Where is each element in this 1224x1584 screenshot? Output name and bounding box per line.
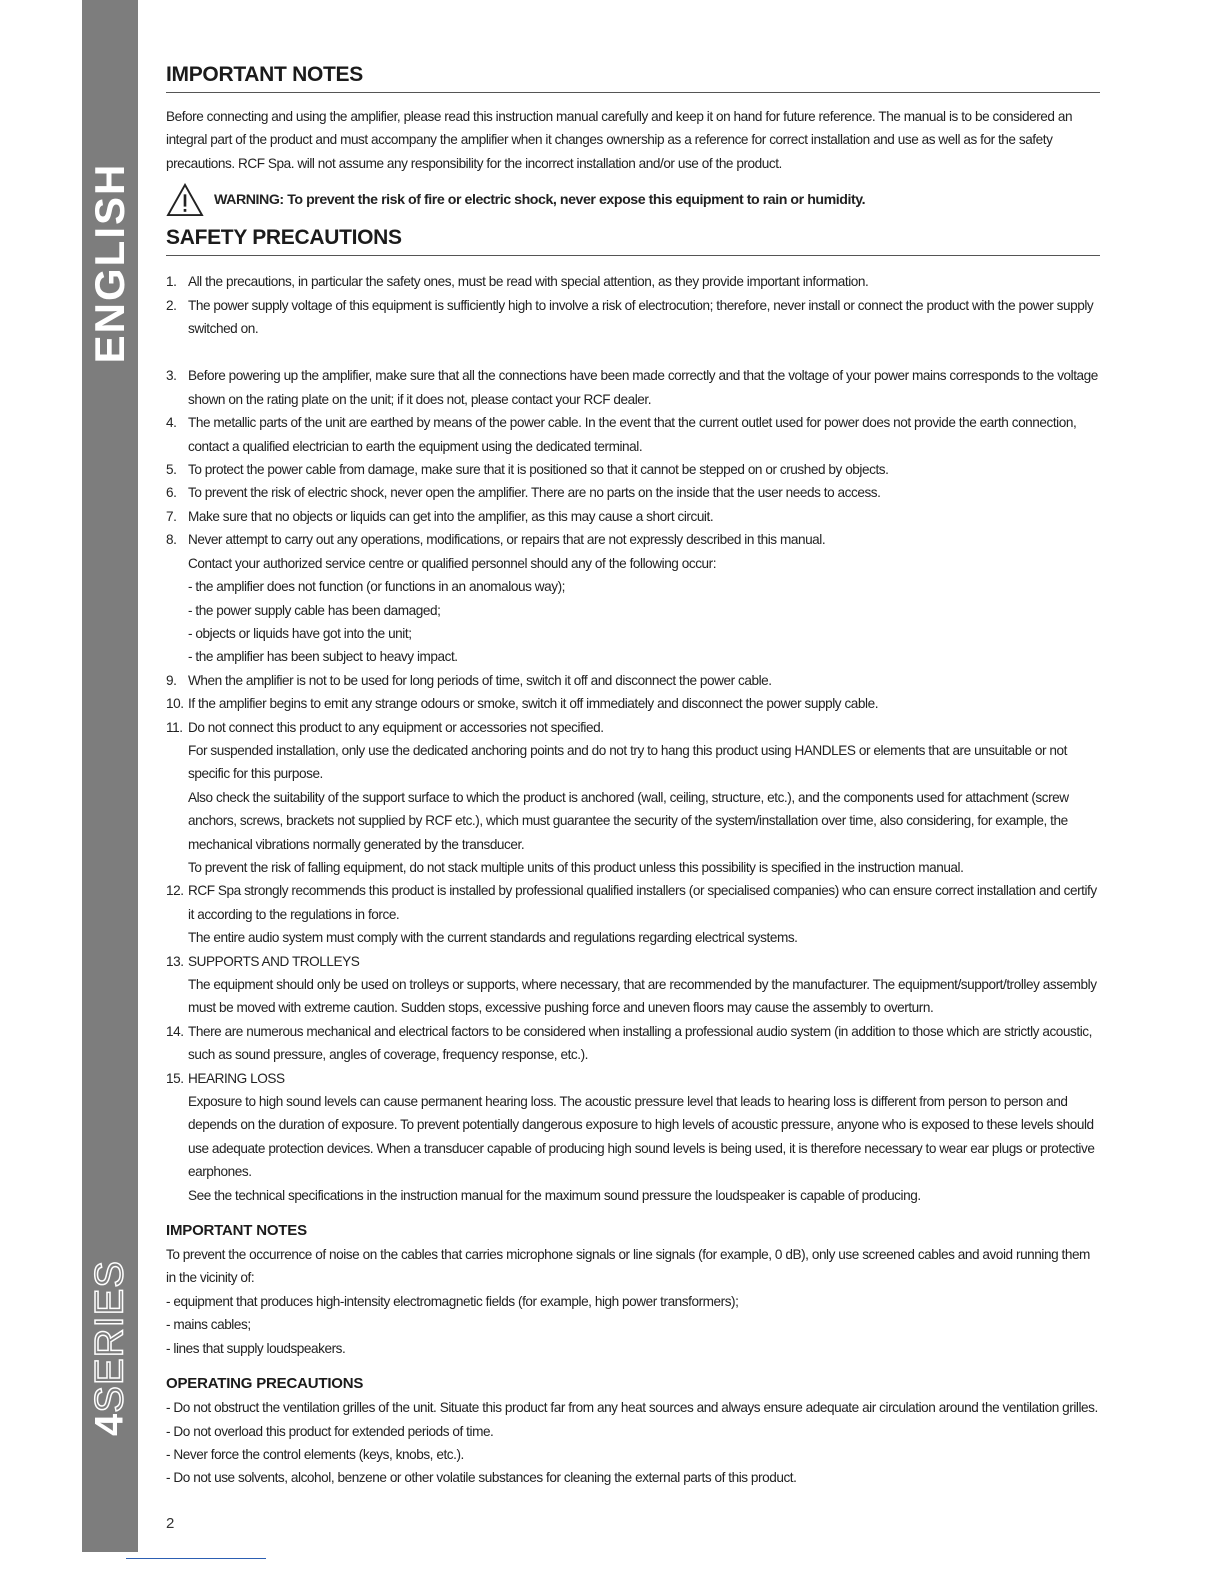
safety-item-text: For suspended installation, only use the dedicated anchoring points and do not try to hang this product using HANDLES or elements that are unsuitable or not specific for this purpose. xyxy=(188,742,1067,782)
warning-triangle-icon xyxy=(166,183,204,217)
safety-item-text: - the amplifier has been subject to heavy impact. xyxy=(188,649,458,665)
page-content xyxy=(166,60,1100,1490)
safety-item-text: - the power supply cable has been damaged; xyxy=(188,602,441,618)
safety-list xyxy=(166,270,1100,1207)
operating-precautions xyxy=(166,1372,1100,1490)
operating-line: - Do not use solvents, alcohol, benzene or other volatile substances for cleaning the external parts of this product. xyxy=(166,1470,797,1486)
warning-text: To prevent the risk of fire or electric shock, never expose this equipment to rain or humidity. xyxy=(283,191,866,208)
safety-item-text: The power supply voltage of this equipment is sufficiently high to involve a risk of electrocution; therefore, never install or connect the product with the power supply switched on. xyxy=(188,297,1094,337)
safety-item-text: Exposure to high sound levels can cause permanent hearing loss. The acoustic pressure level that leads to hearing loss is different from person to person and depends on the duration of exposure. To prevent potentially dangerous exposure to high levels of acoustic pressure, anyone who is exposed to these levels should use adequate protection devices. When a transducer capable of producing high sound levels is being used, it is therefore necessary to wear ear plugs or protective earphones. xyxy=(188,1094,1095,1180)
safety-item-text: The entire audio system must comply with the current standards and regulations regarding electrical systems. xyxy=(188,930,798,946)
operating-line: - Do not overload this product for extended periods of time. xyxy=(166,1423,494,1439)
safety-item-text: Make sure that no objects or liquids can get into the amplifier, as this may cause a short circuit. xyxy=(188,508,714,524)
sidebar-series-logo xyxy=(82,1222,138,1474)
safety-item-text: To prevent the risk of falling equipment, do not stack multiple units of this product unless this possibility is specified in the instruction manual. xyxy=(188,859,964,875)
safety-item xyxy=(166,505,1100,528)
safety-item-text: Also check the suitability of the support surface to which the product is anchored (wall, ceiling, structure, etc.), and the components used for attachment (screw anchors, screws, brackets not supplied by RCF etc.), which must guarantee the security of the system/installation over time, also considering, for example, the mechanical vibrations normally generated by the transducer. xyxy=(188,789,1069,852)
safety-item-number: 7. xyxy=(166,508,177,524)
operating-precautions-heading: OPERATING PRECAUTIONS xyxy=(166,1375,364,1393)
safety-item-number: 2. xyxy=(166,297,177,313)
safety-item-text: When the amplifier is not to be used for long periods of time, switch it off and disconnect the power cable. xyxy=(188,672,772,688)
safety-item-text: See the technical specifications in the instruction manual for the maximum sound pressure the loudspeaker is capable of producing. xyxy=(188,1187,921,1203)
safety-item-text: To prevent the risk of electric shock, never open the amplifier. There are no parts on the inside that the user needs to access. xyxy=(188,485,881,501)
important-notes-2 xyxy=(166,1219,1100,1360)
series-number: 4 xyxy=(87,1412,132,1436)
safety-item-text: All the precautions, in particular the safety ones, must be read with special attention, as they provide important information. xyxy=(188,274,869,290)
safety-item xyxy=(166,950,1100,1020)
safety-item-number: 11. xyxy=(166,719,183,735)
safety-item xyxy=(166,481,1100,504)
safety-item-number: 1. xyxy=(166,274,177,290)
important-notes-heading: IMPORTANT NOTES xyxy=(166,60,1100,93)
safety-item-number: 9. xyxy=(166,672,177,688)
safety-item-text: RCF Spa strongly recommends this product is installed by professional qualified installers (or specialised companies) who can ensure correct installation and certify it according to the regulations in force. xyxy=(188,883,1097,922)
safety-item xyxy=(166,294,1100,341)
important-notes-2-heading: IMPORTANT NOTES xyxy=(166,1222,307,1240)
safety-item-number: 4. xyxy=(166,415,177,431)
page-number: 2 xyxy=(166,1515,175,1532)
safety-precautions-heading: SAFETY PRECAUTIONS xyxy=(166,223,1100,256)
safety-item-text: HEARING LOSS xyxy=(188,1070,285,1086)
safety-item-number: 13. xyxy=(166,953,184,969)
safety-item-number: 8. xyxy=(166,532,177,548)
safety-item xyxy=(166,528,1100,668)
note-line: - lines that supply loudspeakers. xyxy=(166,1340,346,1356)
safety-item-text: Never attempt to carry out any operations, modifications, or repairs that are not expressly described in this manual. xyxy=(188,532,826,548)
series-name: SERIES xyxy=(87,1260,132,1413)
safety-item-text: Do not connect this product to any equipment or accessories not specified. xyxy=(188,719,604,735)
safety-item-text: Contact your authorized service centre or qualified personnel should any of the following occur: xyxy=(188,555,717,571)
safety-item xyxy=(166,458,1100,481)
safety-item-number: 3. xyxy=(166,368,177,384)
safety-item-text: Before powering up the amplifier, make sure that all the connections have been made correctly and that the voltage of your power mains corresponds to the voltage shown on the rating plate on the unit; if it does not, please contact your RCF dealer. xyxy=(188,368,1098,407)
safety-item-text: There are numerous mechanical and electrical factors to be considered when installing a professional audio system (in addition to those which are strictly acoustic, such as sound pressure, angles of coverage, frequency response, etc.). xyxy=(188,1023,1092,1063)
warning-label: WARNING: xyxy=(214,191,284,208)
safety-item-number: 12. xyxy=(166,883,184,899)
note-line: - equipment that produces high-intensity electromagnetic fields (for example, high power transformers); xyxy=(166,1293,739,1309)
operating-line: - Do not obstruct the ventilation grilles of the unit. Situate this product far from any heat sources and always ensure adequate air circulation around the ventilation grilles. xyxy=(166,1400,1098,1416)
safety-item xyxy=(166,411,1100,458)
safety-item-text: - objects or liquids have got into the unit; xyxy=(188,625,412,641)
safety-item-text: The metallic parts of the unit are earthed by means of the power cable. In the event that the current outlet used for power does not provide the earth connection, contact a qualified electrician to earth the equipment using the dedicated terminal. xyxy=(188,415,1077,454)
list-spacer xyxy=(166,340,1100,364)
note-line: - mains cables; xyxy=(166,1317,251,1333)
safety-item-text: If the amplifier begins to emit any strange odours or smoke, switch it off immediately and disconnect the power supply cable. xyxy=(188,696,879,712)
safety-item-number: 14. xyxy=(166,1023,184,1039)
safety-item-text: - the amplifier does not function (or functions in an anomalous way); xyxy=(188,579,565,595)
bottom-rule xyxy=(126,1558,266,1559)
sidebar-language-label: ENGLISH xyxy=(86,162,133,364)
safety-item xyxy=(166,879,1100,949)
safety-item-text: SUPPORTS AND TROLLEYS xyxy=(188,953,360,969)
safety-item xyxy=(166,1067,1100,1207)
warning-notice xyxy=(166,183,1100,217)
operating-line: - Never force the control elements (keys, knobs, etc.). xyxy=(166,1446,464,1462)
safety-item xyxy=(166,692,1100,715)
intro-paragraph: Before connecting and using the amplifier, please read this instruction manual carefully and keep it on hand for future reference. The manual is to be considered an integral part of the product and must accompany the amplifier when it changes ownership as a reference for correct installation and use as well as for the safety precautions. RCF Spa. will not assume any responsibility for the incorrect installation and/or use of the product. xyxy=(166,109,1073,171)
safety-item xyxy=(166,364,1100,411)
safety-item xyxy=(166,716,1100,880)
safety-item-text: To protect the power cable from damage, make sure that it is positioned so that it cannot be stepped on or crushed by objects. xyxy=(188,462,889,478)
safety-item xyxy=(166,1020,1100,1067)
safety-item xyxy=(166,270,1100,293)
safety-item-text: The equipment should only be used on trolleys or supports, where necessary, that are recommended by the manufacturer. The equipment/support/trolley assembly must be moved with extreme caution. Sudden stops, excessive pushing force and uneven floors may cause the assembly to overturn. xyxy=(188,977,1097,1016)
safety-item-number: 15. xyxy=(166,1070,184,1086)
safety-item xyxy=(166,669,1100,692)
safety-item-number: 6. xyxy=(166,485,177,501)
safety-item-number: 5. xyxy=(166,462,177,478)
note-line: To prevent the occurrence of noise on the cables that carries microphone signals or line signals (for example, 0 dB), only use screened cables and avoid running them in the vicinity of: xyxy=(166,1247,1090,1286)
safety-item-number: 10. xyxy=(166,696,184,712)
